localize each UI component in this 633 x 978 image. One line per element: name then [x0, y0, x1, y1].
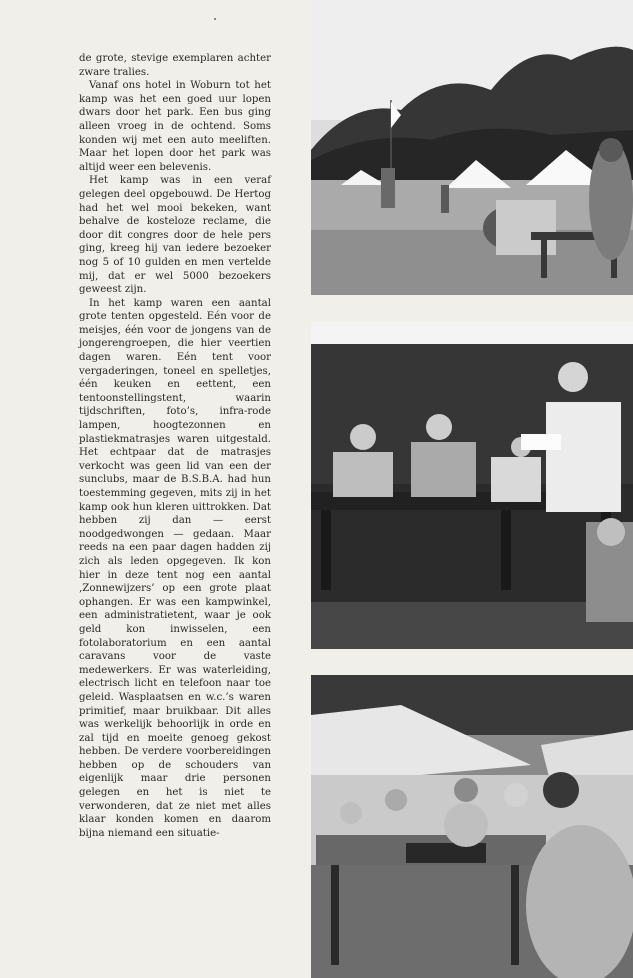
photo-outdoor-table [311, 675, 633, 978]
paragraph-1: de grote, stevige exemplaren achter zware tralies. [79, 53, 271, 78]
page-dot [214, 18, 216, 20]
article-column [79, 52, 271, 840]
paragraph-3: Het kamp was in een veraf gelegen deel opgebouwd. De Hertog had het wel mooi bekeken, want behalve de kosteloze reclame, die door dit congres door de hele pers ging, kreeg hij van iedere bezoeker nog 5 of 10 gulden en men vertelde mij, dat er wel 5000 bezoekers geweest zijn. [79, 175, 271, 296]
photo-speakers-table [311, 322, 633, 649]
paragraph-4: In het kamp waren een aantal grote tenten opgesteld. Eén voor de meisjes, één voor de jongens van de jongerengroepen, die hier veertien dagen waren. Eén tent voor vergaderingen, toneel en spelletjes, één keuken en eettent, een tentoonstellingstent, waarin tijdschriften, foto’s, infra-rode lampen, hoogtezonnen en plastiekmatrasjes waren uitgestald. Het echtpaar dat de matrasjes verkocht was geen lid van een der sunclubs, maar de B.S.B.A. had hun toestemming gegeven, mits zij in het kamp ook hun kleren uittrokken. Dat hebben zij dan — eerst noodgedwongen — gedaan. Maar reeds na een paar dagen hadden zij zich als leden opgegeven. Ik kon hier in deze tent nog een aantal ‚Zonnewijzers’ op een grote plaat ophangen. Er was een kampwinkel, een administratietent, waar je ook geld kon inwisselen, een fotolaboratorium en een aantal caravans voor de vaste medewerkers. Er was waterleiding, electrisch licht en telefoon naar toe geleid. Wasplaatsen en w.c.’s waren primitief, maar bruikbaar. Dit alles was werkelijk behoorlijk in orde en zal tijd en moeite genoeg gekost hebben. De verdere voorbereidingen hebben op de schouders van eigenlijk maar drie personen gelegen en het is niet te verwonderen, dat ze niet met alles klaar konden komen en daarom bijna niemand een situatie- [79, 297, 271, 839]
paragraph-2: Vanaf ons hotel in Woburn tot het kamp was het een goed uur lopen dwars door het park. Een bus ging alleen vroeg in de ochtend. Soms konden wij met een auto meeliften. Maar het lopen door het park was altijd weer een belevenis. [79, 80, 271, 173]
photo-camp-field [311, 0, 633, 295]
